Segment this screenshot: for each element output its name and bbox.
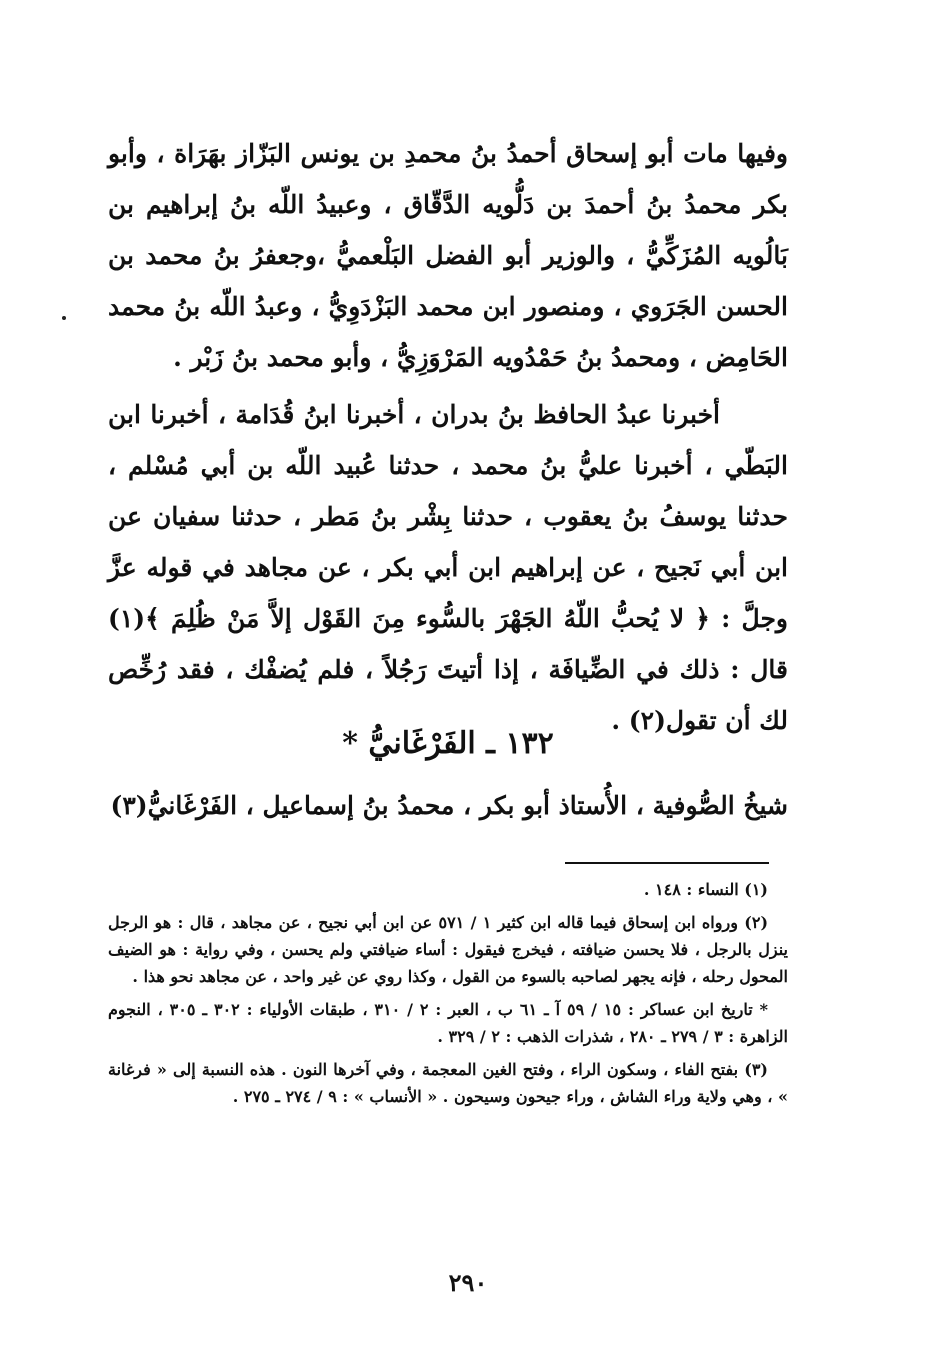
entry-subheading: شيخُ الصُّوفية ، الأُستاذ أبو بكر ، محمدُ بنُ إسماعيل ، الفَرْغَانيُّ(٣) [110, 791, 788, 820]
footnotes [108, 876, 788, 1116]
paragraph-deaths: وفيها مات أبو إسحاق أحمدُ بنُ محمدِ بن يونس البَزّاز بهَرَاة ، وأبو بكر محمدُ بنُ أحمدَ بن دَلُّويه الدَّقّاق ، وعبيدُ اللّه بنُ إبراهيم بن بَالُويه المُزَكِّيُّ ، والوزير أبو الفضل البَلْعميُّ ،وجعفرُ بنُ محمد بن الحسن الجَرَوي ، ومنصور ابن محمد البَزْدَوِيُّ ، وعبدُ اللّه بنُ محمد الحَامِض ، ومحمدُ بنُ حَمْدُويه المَرْوَزِيُّ ، وأبو محمد بنُ زَبْر . [108, 139, 788, 372]
main-text [108, 128, 788, 746]
footnote-1: (١) النساء : ١٤٨ . [643, 880, 768, 899]
margin-dot [62, 316, 66, 320]
footnote-3: (٣) بفتح الفاء ، وسكون الراء ، وفتح الغين المعجمة ، وفي آخرها النون . هذه النسبة إلى « فرغانة » ، وهي ولاية وراء الشاش ، وراء جيحون وسيحون . « الأنساب » : ٩ / ٢٧٤ ـ ٢٧٥ . [108, 1060, 788, 1106]
footnote-sources: * تاريخ ابن عساكر : ١٥ / ٥٩ آ ـ ٦١ ب ، العبر : ٢ / ٣١٠ ، طبقات الأولياء : ٣٠٢ ـ ٣٠٥ ، النجوم الزاهرة : ٣ / ٢٧٩ ـ ٢٨٠ ، شذرات الذهب : ٢ / ٣٢٩ . [108, 1000, 788, 1046]
footnote-2: (٢) ورواه ابن إسحاق فيما قاله ابن كثير ١ / ٥٧١ عن ابن أبي نجيح ، عن مجاهد ، قال : هو الرجل ينزل بالرجل ، فلا يحسن ضيافته ، فيخرج فيقول : أساء ضيافتي ولم يحسن ، وفي رواية : هو الضيف المحول رحله ، فإنه يجهر لصاحبه بالسوء من القول ، وكذا روي عن غير واحد ، عن مجاهد نحو هذا . [108, 913, 788, 986]
page-number: ٢٩٠ [448, 1268, 488, 1297]
footnote-divider [565, 862, 769, 864]
paragraph-hadith: أخبرنا عبدُ الحافظ بنُ بدران ، أخبرنا ابنُ قُدَامة ، أخبرنا ابن البَطّي ، أخبرنا عليُّ بنُ محمد ، حدثنا عُبيد اللّه بن أبي مُسْلم ، حدثنا يوسفُ بنُ يعقوب ، حدثنا بِشْر بنُ مَطر ، حدثنا سفيان عن ابن أبي نَجيح ، عن إبراهيم ابن أبي بكر ، عن مجاهد في قوله عزَّ وجلَّ : ﴿ لا يُحبُّ اللّهُ الجَهْرَ بالسُّوء مِنَ القَوْل إلاَّ مَنْ ظُلِمَ ﴾(١) قال : ذلك في الضِّيافَة ، إذا أتيتَ رَجُلاً ، فلم يُضفْك ، فقد رُخِّص لك أن تقول(٢) . [108, 400, 788, 735]
entry-heading: ١٣٢ ـ الفَرْغَانيُّ * [342, 726, 554, 761]
